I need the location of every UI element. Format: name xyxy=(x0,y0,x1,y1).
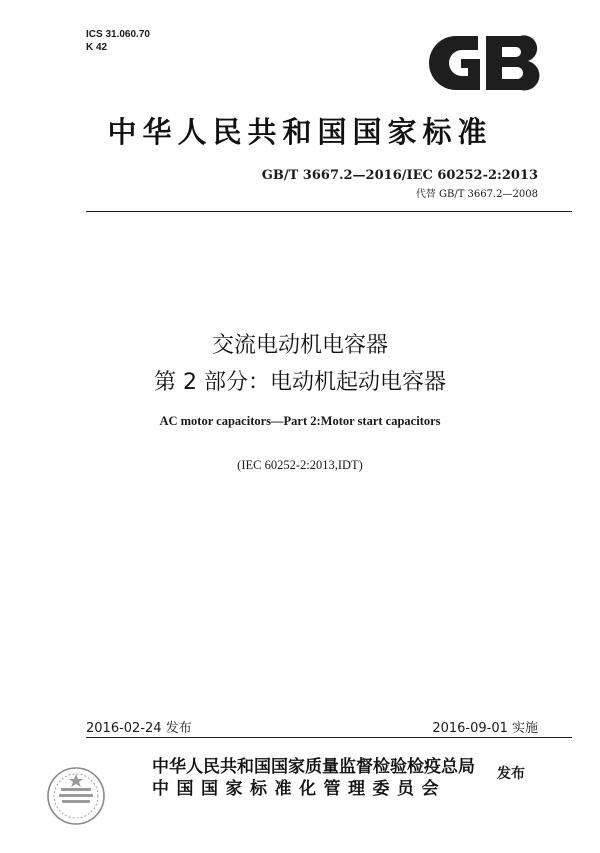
standard-number: GB/T 3667.2—2016/IEC 60252-2:2013 xyxy=(261,168,538,183)
title-cn-line2: 第 2 部分：电动机起动电容器 xyxy=(154,370,446,395)
title-english: AC motor capacitors—Part 2:Motor start capacitors xyxy=(159,414,441,428)
header-divider xyxy=(86,211,572,212)
adoption-note: (IEC 60252-2:2013,IDT) xyxy=(237,458,363,472)
issued-label: 发布 xyxy=(497,766,525,782)
gb-logo-icon xyxy=(428,34,540,92)
title-cn-line1: 交流电动机电容器 xyxy=(211,333,388,358)
seal-stamp-icon xyxy=(44,764,108,828)
issuing-authority-2: 中国国家标准化管理委员会 xyxy=(152,779,446,799)
replaces-standard: 代替 GB/T 3667.2—2008 xyxy=(415,189,538,200)
ics-code: ICS 31.060.70 xyxy=(86,29,150,40)
issue-date: 2016-02-24 发布 xyxy=(86,721,192,736)
classification-codes xyxy=(86,28,150,54)
ccs-code: K 42 xyxy=(86,42,108,53)
implementation-date: 2016-09-01 实施 xyxy=(432,721,538,736)
issuing-authority-1: 中华人民共和国国家质量监督检验检疫总局 xyxy=(152,757,475,777)
footer-divider xyxy=(86,737,572,738)
standard-category-title: 中华人民共和国国家标准 xyxy=(107,115,493,149)
